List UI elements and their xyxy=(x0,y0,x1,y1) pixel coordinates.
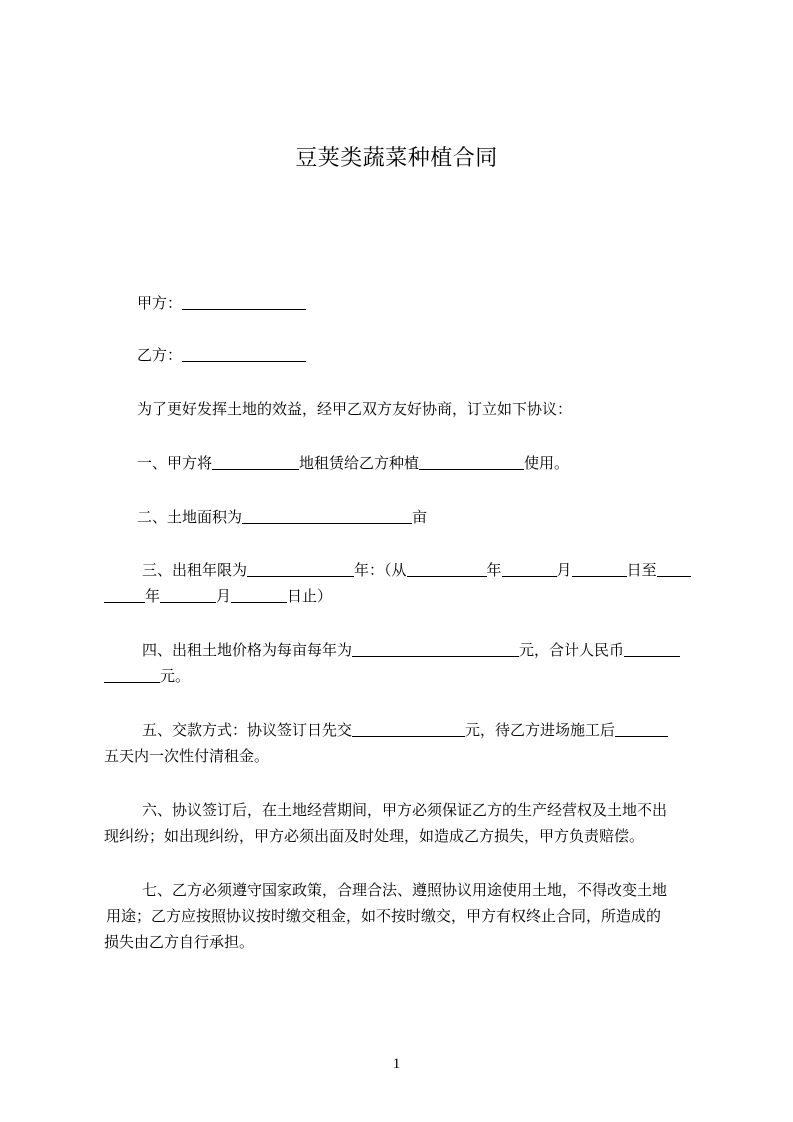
clause-3-start-month-blank[interactable] xyxy=(502,562,557,577)
clause-3-text-4: 月 xyxy=(556,561,572,579)
clause-5-line-1 xyxy=(142,720,668,740)
clause-5-text-2: 元，待乙方进场施工后 xyxy=(465,721,616,739)
clause-4-total-blank-b[interactable] xyxy=(104,668,160,683)
clause-3-text-7: 月 xyxy=(216,587,232,605)
clause-6-line-2: 现纠纷；如出现纠纷，甲方必须出面及时处理，如造成乙方损失，甲方负责赔偿。 xyxy=(104,827,645,845)
clause-3-text-3: 年 xyxy=(486,561,502,579)
clause-3-end-day-blank[interactable] xyxy=(231,588,287,603)
clause-2 xyxy=(137,507,427,527)
clause-3-text-8: 日止） xyxy=(287,587,333,605)
clause-5-line-2: 五天内一次性付清租金。 xyxy=(104,747,270,765)
clause-3-start-day-blank[interactable] xyxy=(572,562,627,577)
clause-4-text-2: 元，合计人民币 xyxy=(519,641,625,659)
clause-1-text-2: 地租赁给乙方种植 xyxy=(299,454,420,472)
clause-2-text-2: 亩 xyxy=(412,508,428,526)
clause-1-text-3: 使用。 xyxy=(524,454,570,472)
party-b-blank[interactable] xyxy=(182,347,306,362)
clause-5-text-1: 五、交款方式：协议签订日先交 xyxy=(142,721,353,739)
document-title: 豆荚类蔬菜种植合同 xyxy=(295,146,498,171)
clause-3-line-1 xyxy=(142,560,691,580)
clause-5-after-blank[interactable] xyxy=(615,722,668,737)
clause-3-end-month-blank[interactable] xyxy=(160,588,216,603)
clause-1-text-1: 一、甲方将 xyxy=(137,454,213,472)
clause-4-text-3: 元。 xyxy=(160,667,191,685)
clause-7-line-1: 七、乙方必须遵守国家政策，合理合法、遵照协议用途使用土地，不得改变土地 xyxy=(142,881,668,899)
clause-3-text-6: 年 xyxy=(145,587,161,605)
clause-4-line-1 xyxy=(142,640,680,660)
page-number: 1 xyxy=(392,1056,401,1072)
intro-paragraph: 为了更好发挥土地的效益，经甲乙双方友好协商，订立如下协议： xyxy=(137,400,573,418)
clause-5-deposit-blank[interactable] xyxy=(352,722,465,737)
clause-2-area-blank[interactable] xyxy=(242,509,412,524)
party-b-line xyxy=(137,345,306,365)
clause-3-line-2 xyxy=(104,586,332,606)
clause-3-start-year-blank[interactable] xyxy=(407,562,487,577)
clause-4-price-blank[interactable] xyxy=(352,642,519,657)
clause-7-line-3: 损失由乙方自行承担。 xyxy=(104,933,255,951)
party-a-blank[interactable] xyxy=(182,295,306,310)
clause-3-end-year-blank-b[interactable] xyxy=(104,588,145,603)
clause-3-text-5: 日至 xyxy=(626,561,657,579)
clause-2-text-1: 二、土地面积为 xyxy=(137,508,243,526)
clause-1-location-blank[interactable] xyxy=(212,455,299,470)
party-b-label: 乙方： xyxy=(137,346,183,364)
clause-4-line-2 xyxy=(104,666,190,686)
clause-7-line-2: 用途；乙方应按照协议按时缴交租金，如不按时缴交，甲方有权终止合同，所造成的 xyxy=(106,907,662,925)
clause-3-text-1: 三、出租年限为 xyxy=(142,561,248,579)
party-a-label: 甲方： xyxy=(137,294,183,312)
clause-3-end-year-blank-a[interactable] xyxy=(657,562,691,577)
clause-4-total-blank-a[interactable] xyxy=(624,642,680,657)
clause-6-line-1: 六、协议签订后，在土地经营期间，甲方必须保证乙方的生产经营权及土地不出 xyxy=(142,801,668,819)
clause-3-years-blank[interactable] xyxy=(247,562,354,577)
clause-1-crop-blank[interactable] xyxy=(419,455,524,470)
clause-1 xyxy=(137,453,569,473)
clause-3-text-2: 年：（从 xyxy=(354,561,407,579)
clause-4-text-1: 四、出租土地价格为每亩每年为 xyxy=(142,641,353,659)
party-a-line xyxy=(137,293,306,313)
